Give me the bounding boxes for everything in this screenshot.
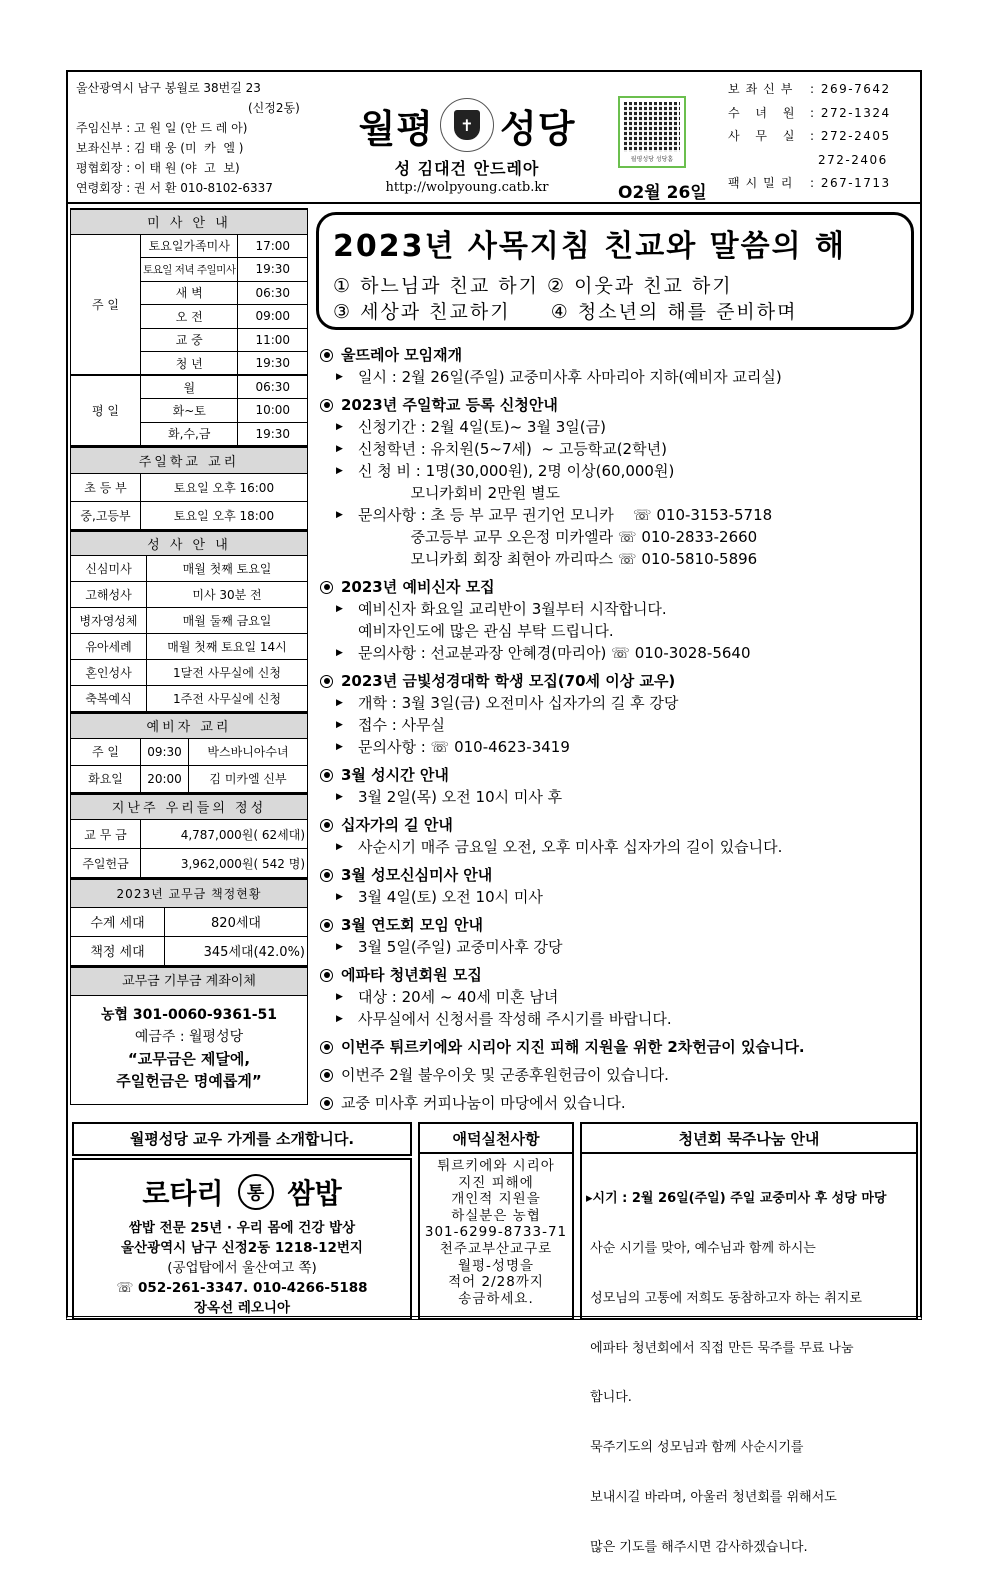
triangle-bullet-icon: ▶ [336, 942, 343, 952]
shop-phone: ☏ 052-261-3347. 010-4266-5188 [116, 1280, 368, 1296]
sunday-school-table: 주일학교 교리 초 등 부 토요일 오후 16:00 중,고등부 토요일 오후 18:00 [70, 446, 308, 530]
circle-bullet-icon [320, 1097, 333, 1110]
left-sidebar [70, 208, 308, 1105]
motto-title: 2023년 사목지침 친교와 말씀의 해 [333, 229, 847, 264]
sacraments-title: 성 사 안 내 [71, 531, 308, 556]
notice-item: 교중 미사후 커피나눔이 마당에서 있습니다. [320, 1092, 920, 1114]
qr-code-icon [624, 102, 680, 152]
circle-bullet-icon [320, 869, 333, 882]
bank-transfer-title: 교무금 기부금 계좌이체 [71, 968, 307, 996]
offerings-title: 지난주 우리들의 정성 [71, 794, 308, 820]
tong-circle-icon: 통 [238, 1174, 274, 1210]
rosary-sharing-box: 청년회 묵주나눔 안내 ▸시기 : 2월 26일(주일) 주일 교중미사 후 성당 마당 사순 시기를 맞아, 예수님과 함께 하시는 성모님의 고통에 저희도 동참하고자 하는 취지로 에파타 청년회에서 직접 만든 묵주를 무료 나눔 합니다. 묵주기도의 성모님과 함께 사순시기를 보내시길 바라며, 아울러 청년회를 위해서도 많은 기도를 해주시면 감사하겠습니다. [580, 1122, 918, 1320]
sacraments-table: 성 사 안 내 신심미사 매월 첫째 토요일 고해성사 미사 30분 전 병자영성체 매월 둘째 금요일 유아세례 매월 첫째 토요일 14시 혼인성사 1달전 사무실에 신청 축복예식 1주전 사무실에 신청 [70, 530, 308, 713]
tithe-status-title: 2023년 교무금 책정현황 [71, 879, 308, 907]
charity-box: 애덕실천사항 튀르키에와 시리아 지진 피해에 개인적 지원을 하실분은 농협 301-6299-8733-71 천주교부산교구로 월평-성명을 적어 2/28까지 송금하세요. [418, 1122, 574, 1320]
notice-item: 십자가의 길 안내 ▶ 사순시기 매주 금요일 오전, 오후 미사후 십자가의 길이 있습니다. [320, 814, 920, 858]
notice-item: 이번주 2월 불우이웃 및 군종후원헌금이 있습니다. [320, 1064, 920, 1086]
slogan-line1: “교무금은 제달에, [127, 1049, 251, 1068]
catechumen-title: 예비자 교리 [71, 713, 308, 738]
parish-info [76, 78, 300, 198]
circle-bullet-icon [320, 819, 333, 832]
triangle-bullet-icon: ▶ [336, 466, 343, 476]
header [68, 72, 920, 204]
circle-bullet-icon [320, 969, 333, 982]
motto-line1: ① 하느님과 친교 하기 ② 이웃과 친교 하기 [333, 275, 733, 297]
triangle-bullet-icon: ▶ [336, 720, 343, 730]
notice-item: 에파타 청년회원 모집 ▶ 대상 : 20세 ~ 40세 미혼 남녀 ▶ 사무실에서 신청서를 작성해 주시기를 바랍니다. [320, 964, 920, 1030]
pastoral-motto-box [316, 212, 914, 330]
circle-bullet-icon [320, 1041, 333, 1054]
mass-schedule-table: 미 사 안 내 주 일 토요일가족미사 17:00 토요일 저녁 주일미사 19:30 새 벽 06:30 오 전 09:00 교 중 11:00 청 년 19:30 평 일 월 06:30 화~토 10:00 화,수,금 19:30 [70, 208, 308, 446]
notice-item: 2023년 주일학교 등록 신청안내 ▶ 신청기간 : 2월 4일(토)~ 3월 3일(금) ▶ 신청학년 : 유치원(5~7세) ~ 고등학교(2학년) ▶ 신 청 비 : 1명(30,000원), 2명 이상(60,000원) 모니카회비 2만원 별도 ▶ 문의사항 : 초 등 부 교무 권기언 모니카 ☏ 010-3153-5718 중고등부 교무 오은정 미카엘라 ☏ 010-2833-2660 모니카회 회장 최현아 까리따스 ☏ 010-5810-5896 [320, 394, 920, 570]
sunday-school-title: 주일학교 교리 [71, 447, 308, 473]
account-holder: 예금주 : 월평성당 [134, 1028, 244, 1045]
qr-caption: 월평성당 성당홈 [630, 156, 674, 163]
triangle-bullet-icon: ▶ [336, 842, 343, 852]
contact-row: 수 녀 원 : 272-1324 [728, 105, 891, 120]
bank-transfer-box [70, 966, 308, 1105]
shop-address: 울산광역시 남구 신정2동 1218-12번지 [121, 1240, 363, 1256]
church-logo [342, 90, 602, 200]
contact-list [728, 78, 891, 196]
tithe-status-table: 2023년 교무금 책정현황 수계 세대 820세대 책정 세대 345세대(42.0%) [70, 878, 308, 966]
contact-row: 보좌신부 : 269-7642 [728, 82, 891, 96]
circle-bullet-icon [320, 675, 333, 688]
staff-row: 연령회장 : 권 서 환 010-8102-6337 [76, 181, 273, 195]
notice-item: 3월 성모신심미사 안내 ▶ 3월 4일(토) 오전 10시 미사 [320, 864, 920, 908]
logo-title-left: 월평 [358, 106, 434, 151]
weekday-label: 평 일 [71, 375, 141, 446]
triangle-bullet-icon: ▶ [336, 742, 343, 752]
bank-account: 농협 301-0060-9361-51 [101, 1006, 277, 1023]
address: 울산광역시 남구 봉월로 38번길 23 [76, 81, 261, 95]
triangle-bullet-icon: ▶ [336, 892, 343, 902]
contact-row: 272-2406 [818, 152, 888, 167]
shop-ad-box [72, 1158, 412, 1320]
catechumen-table: 예비자 교리 주 일 09:30 박스바니아수녀 화요일 20:00 김 미카엘 신부 [70, 712, 308, 793]
contact-row: 팩시밀리 : 267-1713 [728, 176, 891, 190]
triangle-bullet-icon: ▶ [336, 792, 343, 802]
rosary-heading: 청년회 묵주나눔 안내 [582, 1124, 916, 1154]
triangle-bullet-icon: ▶ [336, 510, 343, 520]
circle-bullet-icon [320, 399, 333, 412]
address-district: (신정2동) [248, 101, 300, 115]
shop-heading: 월평성당 교우 가게를 소개합니다. [129, 1130, 355, 1148]
circle-bullet-icon [320, 769, 333, 782]
bulletin-page [66, 70, 922, 1555]
motto-line2: ③ 세상과 친교하기 ④ 청소년의 해를 준비하며 [333, 301, 798, 323]
triangle-bullet-icon: ▶ [336, 422, 343, 432]
triangle-bullet-icon: ▶ [336, 604, 343, 614]
contact-row: 사 무 실 : 272-2405 [728, 129, 891, 143]
shop-owner: 장옥선 레오니아 [194, 1300, 290, 1316]
charity-heading: 애덕실천사항 [420, 1124, 572, 1154]
notices-list [320, 344, 920, 1120]
slogan-line2: 주일헌금은 명예롭게” [116, 1071, 262, 1090]
charity-account: 301-6299-8733-71 [424, 1224, 568, 1241]
qr-code[interactable] [618, 96, 686, 168]
bulletin-date: O2월 26일 [618, 183, 707, 203]
triangle-bullet-icon: ▶ [336, 992, 343, 1002]
triangle-bullet-icon: ▶ [336, 444, 343, 454]
triangle-bullet-icon: ▶ [336, 372, 343, 382]
notice-item: 3월 성시간 안내 ▶ 3월 2일(목) 오전 10시 미사 후 [320, 764, 920, 808]
staff-row: 보좌신부 : 김 태 웅 (미 카 엘 ) [76, 141, 244, 155]
circle-bullet-icon [320, 349, 333, 362]
notice-item: 3월 연도회 모임 안내 ▶ 3월 5일(주일) 교중미사후 강당 [320, 914, 920, 958]
circle-bullet-icon [320, 1069, 333, 1082]
cross-icon: ✝ [454, 110, 480, 140]
bottom-section [72, 1122, 918, 1555]
notice-item: 이번주 튀르키에와 시리아 지진 피해 지원을 위한 2차헌금이 있습니다. [320, 1036, 920, 1058]
shop-tagline: 쌈밥 전문 25년 · 우리 몸에 건강 밥상 [128, 1220, 356, 1236]
triangle-bullet-icon: ▶ [336, 648, 343, 658]
logo-title-right: 성당 [500, 106, 576, 151]
rosary-date: ▸시기 : 2월 26일(주일) 주일 교중미사 후 성당 마당 [586, 1191, 887, 1207]
circle-bullet-icon [320, 581, 333, 594]
shop-directions: (공업탑에서 울산여고 쪽) [167, 1260, 317, 1276]
church-emblem-icon [440, 98, 494, 152]
shop-name: 로타리 통 쌈밥 [74, 1172, 410, 1212]
staff-row: 평협회장 : 이 태 원 (야 고 보) [76, 161, 240, 175]
notice-item: 2023년 금빛성경대학 학생 모집(70세 이상 교우) ▶ 개학 : 3월 3일(금) 오전미사 십자가의 길 후 강당 ▶ 접수 : 사무실 ▶ 문의사항 : ☏ 010-4623-3419 [320, 670, 920, 758]
triangle-bullet-icon: ▶ [336, 1014, 343, 1024]
sunday-label: 주 일 [71, 234, 141, 375]
circle-bullet-icon [320, 919, 333, 932]
staff-row: 주임신부 : 고 원 일 (안 드 레 아) [76, 121, 248, 135]
notice-item: 2023년 예비신자 모집 ▶ 예비신자 화요일 교리반이 3월부터 시작합니다. 예비자인도에 많은 관심 부탁 드립니다. ▶ 문의사항 : 선교분과장 안혜경(마리아) ☏ 010-3028-5640 [320, 576, 920, 664]
shop-heading-box [72, 1122, 412, 1156]
patron-saint: 성 김대건 안드레아 [394, 159, 540, 178]
website-link[interactable]: http://wolpyoung.catb.kr [385, 180, 549, 195]
notice-item: 울뜨레아 모임재개 ▶ 일시 : 2월 26일(주일) 교중미사후 사마리아 지하(예비자 교리실) [320, 344, 920, 388]
offerings-table: 지난주 우리들의 정성 교 무 금 4,787,000원( 62세대) 주일헌금 3,962,000원( 542 명) [70, 793, 308, 879]
triangle-bullet-icon: ▶ [336, 698, 343, 708]
mass-schedule-title: 미 사 안 내 [71, 209, 308, 234]
